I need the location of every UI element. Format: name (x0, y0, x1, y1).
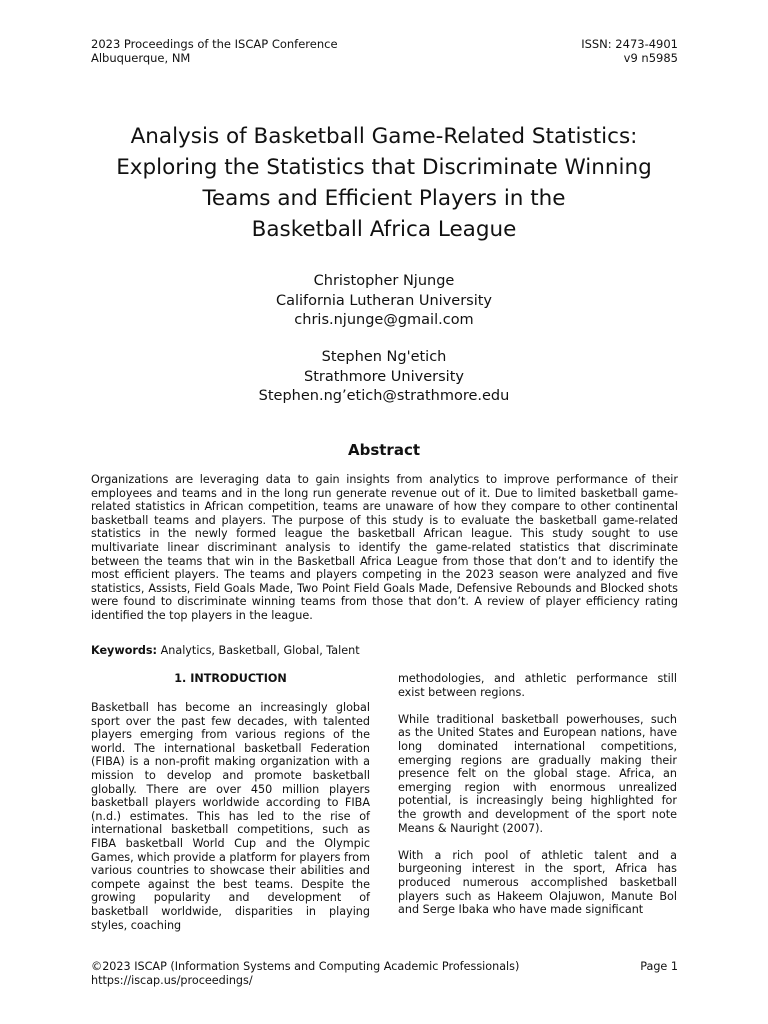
author-name: Stephen Ng'etich (321, 349, 447, 365)
header-right (581, 37, 678, 65)
left-column (91, 672, 370, 946)
title-line: Basketball Africa League (251, 217, 517, 242)
author-email: chris.njunge@gmail.com (294, 312, 474, 328)
keywords-list: Analytics, Basketball, Global, Talent (157, 644, 360, 657)
footer-url: https://iscap.us/proceedings/ (91, 974, 253, 987)
paragraph: While traditional basketball powerhouses, such as the United States and European nations, have long dominated international competitions, emerging regions are gradually making their presence felt on the global stage. Africa, an emerging region with enormous unrealized potential, is increasingly being highlighted for the growth and development of the sport note Means & Nauright (2007). (398, 712, 677, 835)
author-block (120, 272, 648, 331)
page-number: Page 1 (640, 960, 678, 973)
keywords (91, 644, 678, 658)
footer-copyright: ©2023 ISCAP (Information Systems and Computing Academic Professionals) (91, 960, 520, 973)
page-footer (91, 960, 678, 988)
header-left (91, 37, 338, 65)
abstract-text: Organizations are leveraging data to gain insights from analytics to improve performance of their employees and teams and in the long run generate revenue out of it. Due to limited basketball game-related statistics in African competition, teams are unaware of how they compare to other continental basketball teams and players. The purpose of this study is to evaluate the basketball game-related statistics in the newly formed league the basketball African league. This study sought to use multivariate linear discriminant analysis to identify the game-related statistics that discriminate between the teams that win in the Basketball Africa League from those that don’t and to identify the most efficient players. The teams and players competing in the 2023 season were analyzed and five statistics, Assists, Field Goals Made, Two Point Field Goals Made, Defensive Rebounds and Blocked shots were found to discriminate winning teams from those that don’t. A review of player efficiency rating identified the top players in the league. (91, 473, 678, 622)
author-email: Stephen.ng’etich@strathmore.edu (258, 388, 510, 404)
section-heading: 1. INTRODUCTION (174, 672, 287, 685)
right-column (398, 672, 677, 930)
paragraph: With a rich pool of athletic talent and a burgeoning interest in the sport, Africa has produced numerous accomplished basketball players such as Hakeem Olajuwon, Manute Bol and Serge Ibaka who have made significant (398, 848, 677, 917)
author-affiliation: California Lutheran University (275, 292, 493, 309)
abstract-heading: Abstract (347, 441, 421, 459)
title-line: Analysis of Basketball Game-Related Statistics: (130, 124, 638, 149)
conference-location: Albuquerque, NM (91, 51, 191, 65)
paragraph: Basketball has become an increasingly global sport over the past few decades, with talented players emerging from various regions of the world. The international basketball Federation (FIBA) is a non-profit making organization with a mission to develop and promote basketball globally. There are over 450 million players basketball players worldwide according to FIBA (n.d.) estimates. This has led to the rise of international basketball competitions, such as FIBA basketball World Cup and the Olympic Games, which provide a platform for players from various countries to showcase their abilities and compete against the best teams. Despite the growing popularity and development of basketball worldwide, disparities in playing styles, coaching (91, 701, 370, 932)
keywords-label: Keywords: (91, 644, 158, 657)
title-line: Exploring the Statistics that Discriminate Winning (116, 155, 652, 180)
paragraph: methodologies, and athletic performance still exist between regions. (398, 672, 677, 699)
title-line: Teams and Efficient Players in the (202, 186, 566, 211)
paper-title (60, 121, 708, 245)
issn: ISSN: 2473-4901 (581, 37, 678, 51)
author-name: Christopher Njunge (313, 273, 455, 289)
author-block (120, 348, 648, 407)
author-affiliation: Strathmore University (304, 368, 464, 385)
volume-number: v9 n5985 (623, 51, 678, 65)
conference-name: 2023 Proceedings of the ISCAP Conference (91, 37, 338, 51)
